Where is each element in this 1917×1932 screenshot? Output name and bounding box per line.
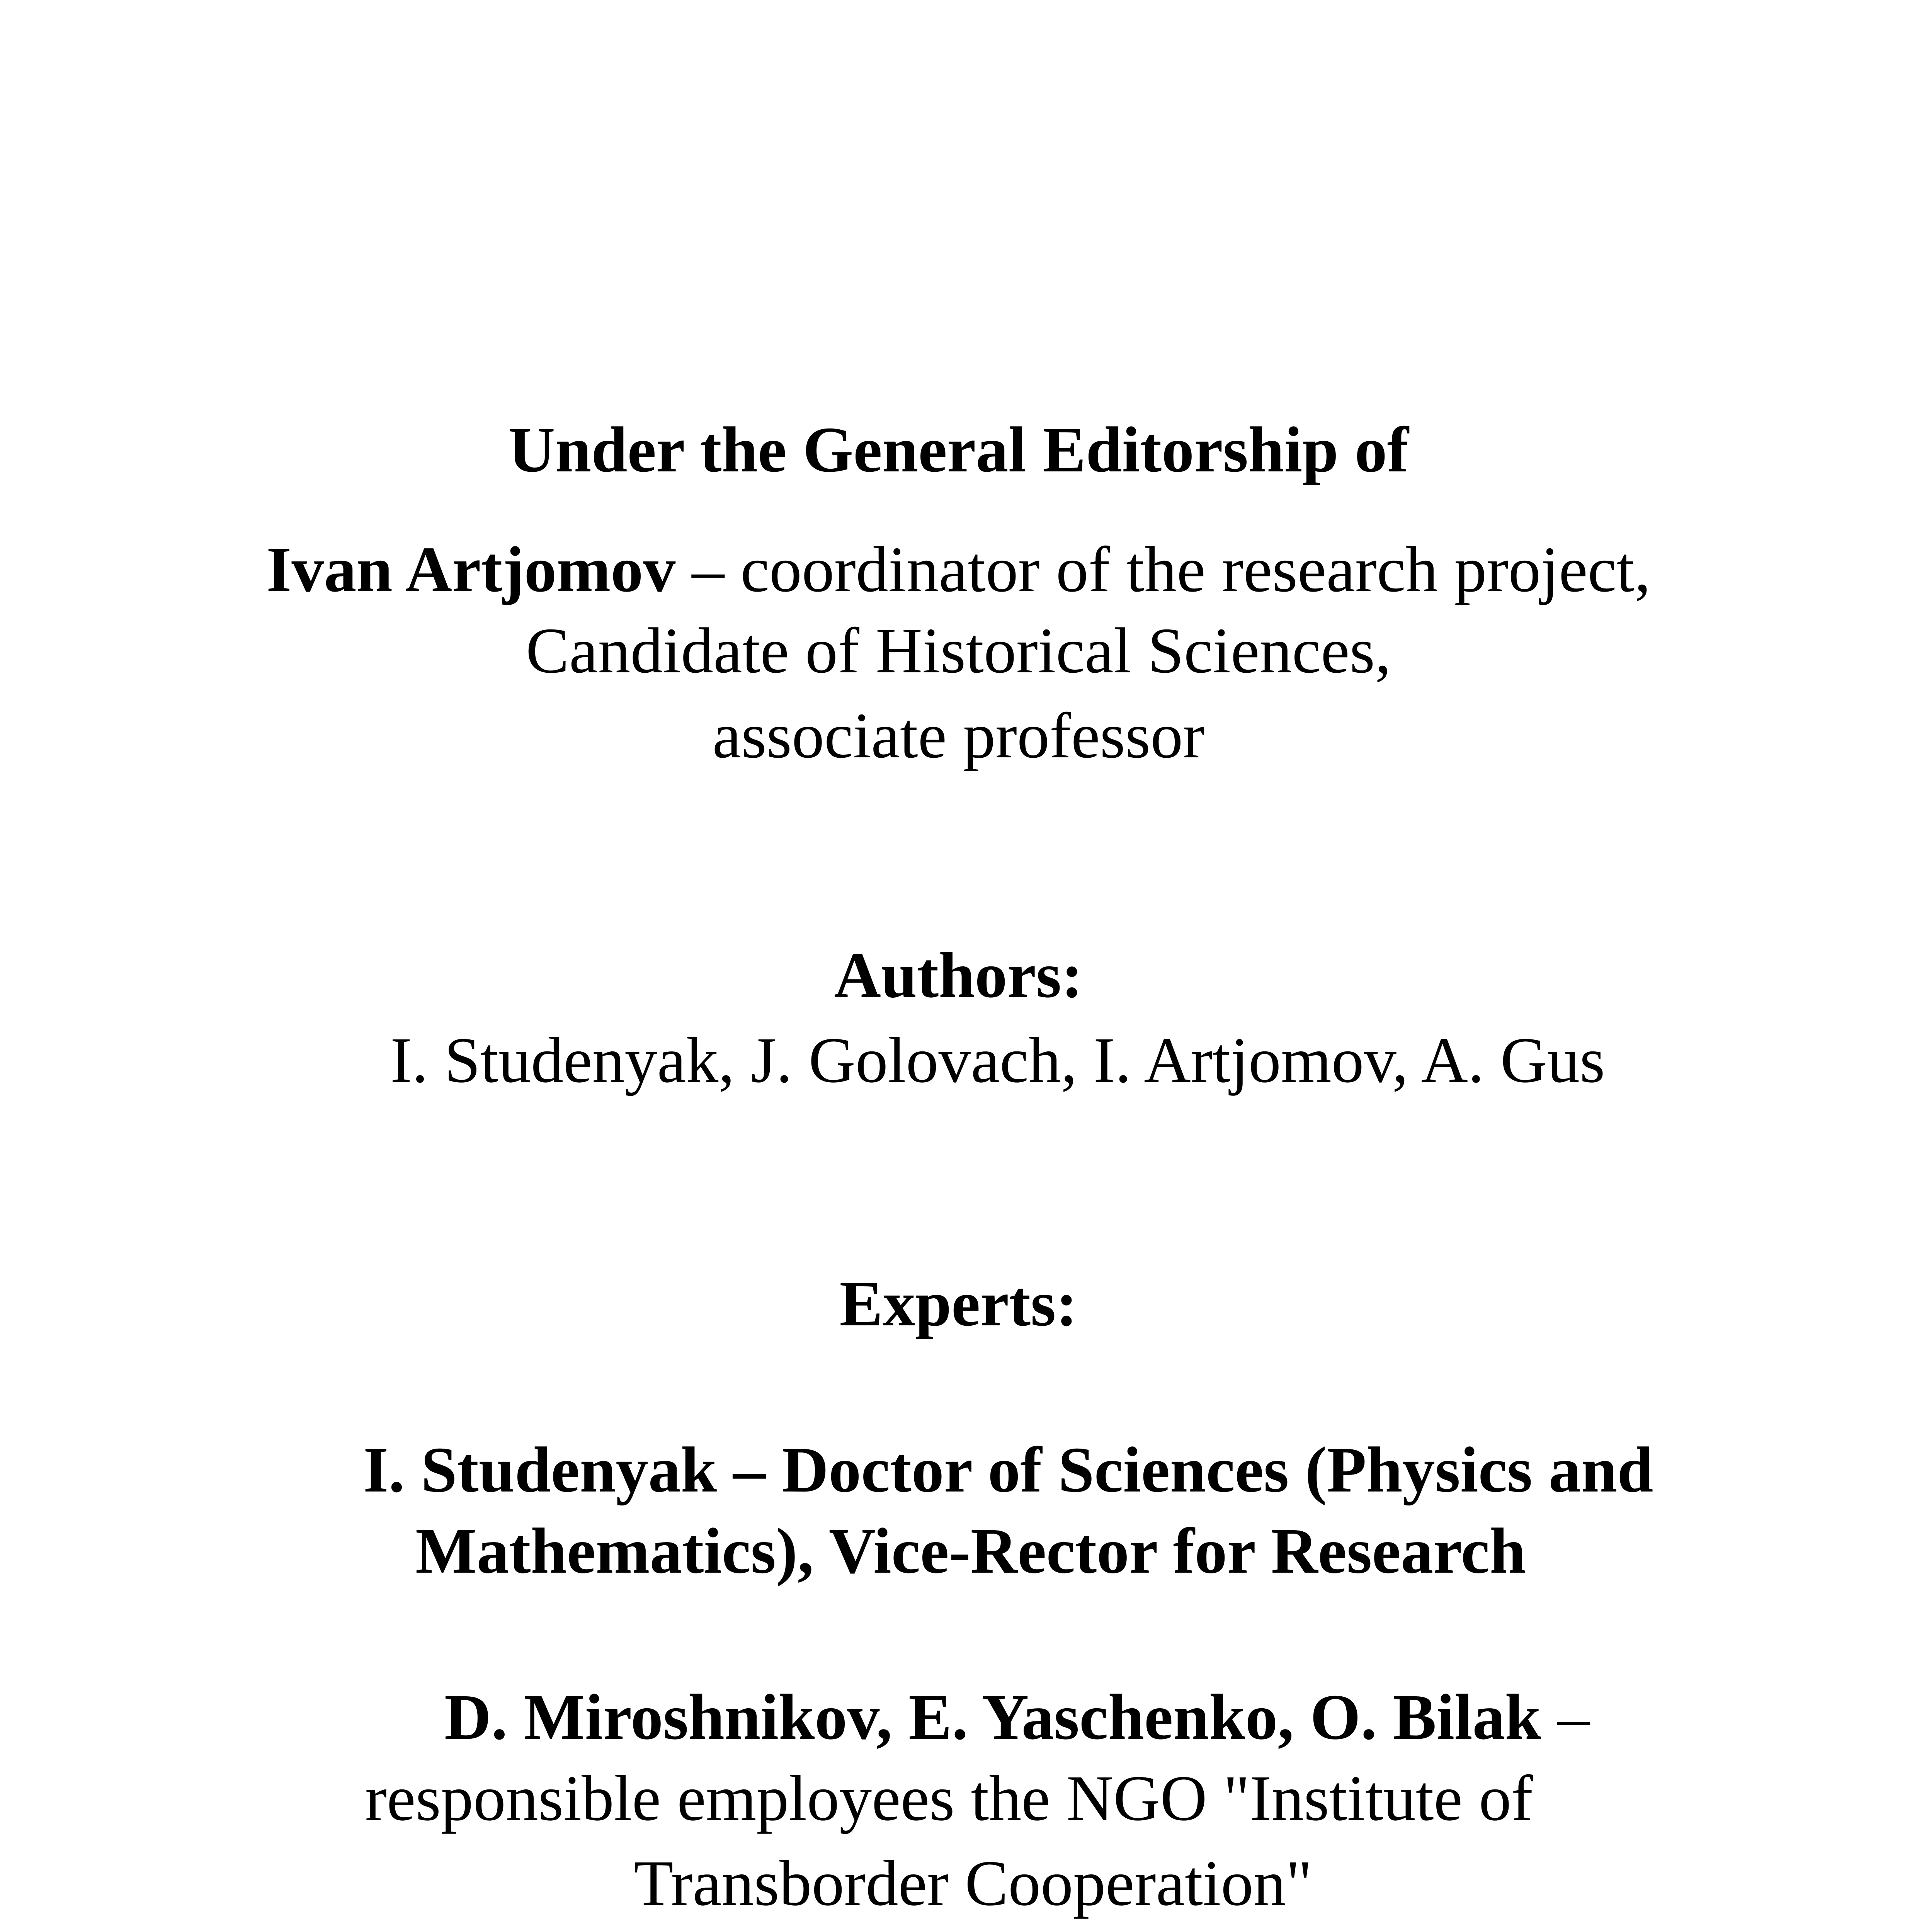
authors-heading: Authors: xyxy=(834,939,1083,1011)
editor-degree: Candidate of Historical Sciences, xyxy=(526,615,1391,687)
expert2-line1 xyxy=(444,1681,1590,1753)
editor-role: – coordinator of the research project, xyxy=(675,534,1651,605)
editor-line xyxy=(0,534,1917,605)
expert2-line2: responsible employees the NGO "Institute of xyxy=(365,1762,1533,1834)
editor-title: associate professor xyxy=(712,700,1205,772)
expert1-line1: I. Studenyak – Doctor of Sciences (Physics and xyxy=(363,1434,1653,1506)
authors-names: I. Studenyak, J. Golovach, I. Artjomov, A. Gus xyxy=(390,1024,1605,1096)
editor-name: Ivan Artjomov xyxy=(266,534,676,605)
experts-heading: Experts: xyxy=(839,1268,1078,1340)
expert2-dash: – xyxy=(1541,1681,1590,1753)
expert2-names: D. Miroshnikov, E. Yaschenko, O. Bilak xyxy=(444,1681,1541,1753)
expert2-line3: Transborder Cooperation" xyxy=(634,1847,1313,1919)
editorship-heading: Under the General Editorship of xyxy=(508,414,1409,486)
expert1-line2: Mathematics), Vice-Rector for Research xyxy=(415,1515,1526,1587)
